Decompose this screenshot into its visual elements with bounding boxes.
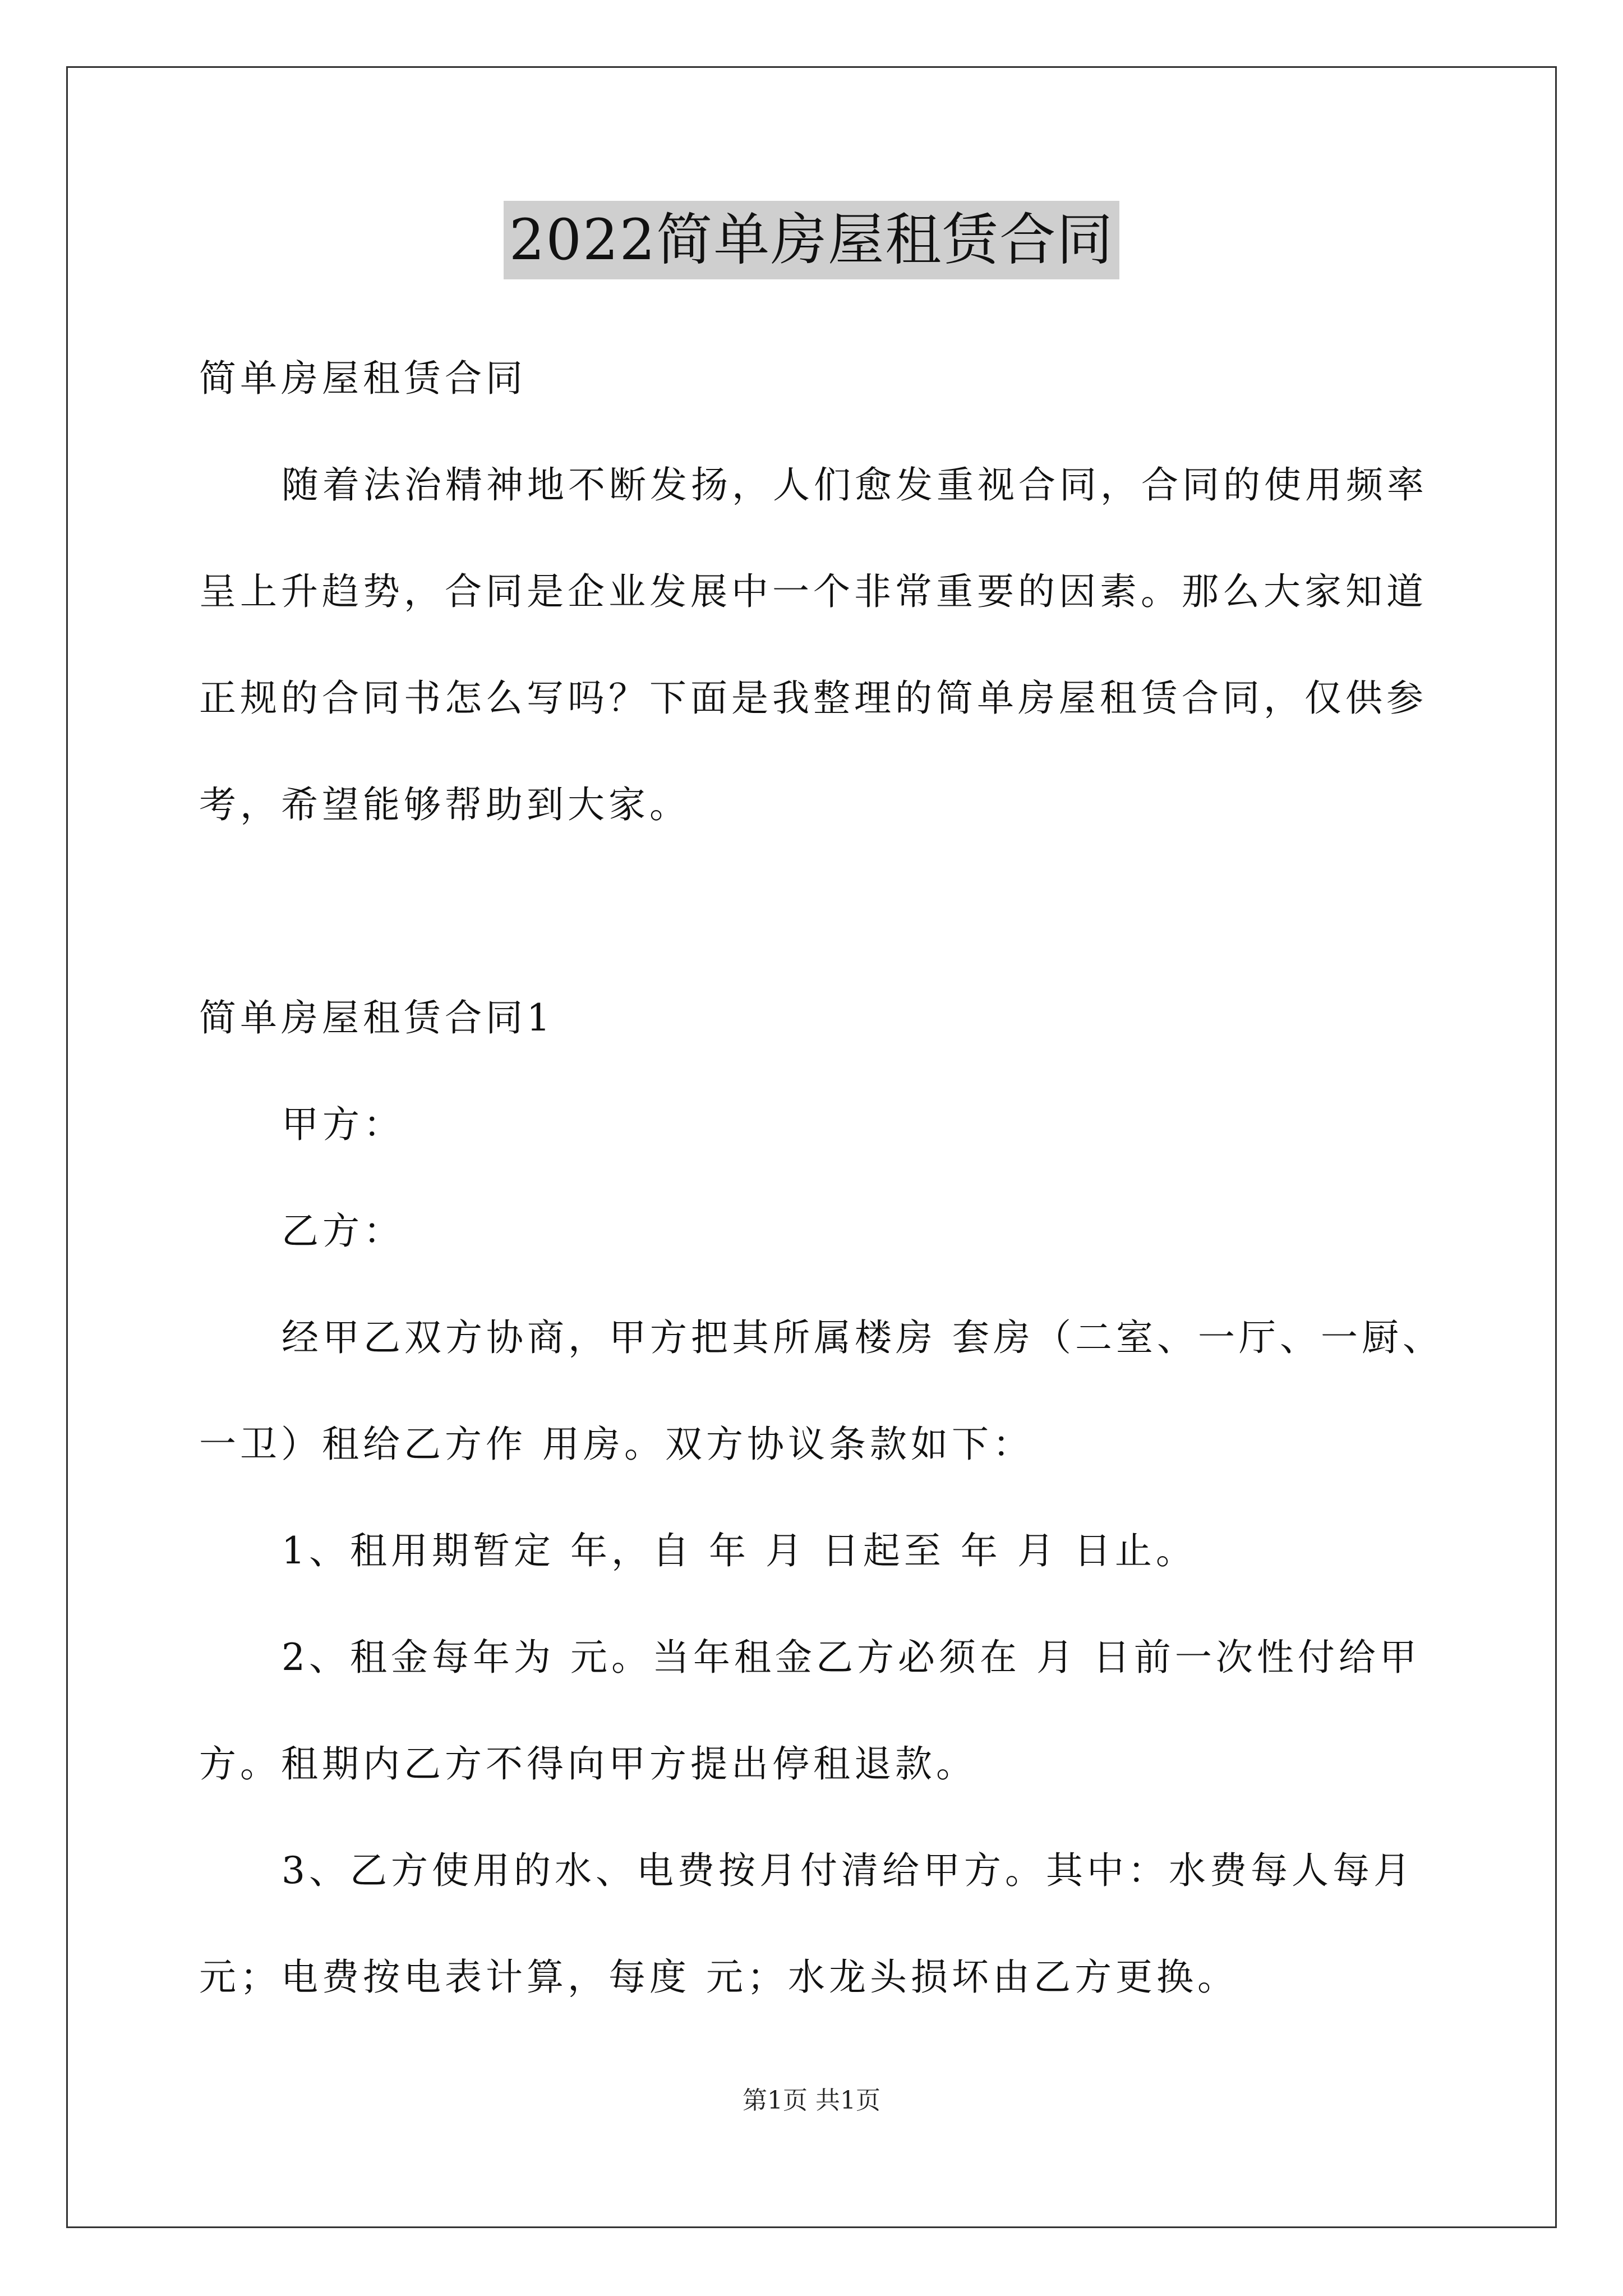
clause-3-continued: 元；电费按电表计算，每度 元；水龙头损坏由乙方更换。 [199, 1955, 1238, 1999]
paragraph-line: 正规的合同书怎么写吗？下面是我整理的简单房屋租赁合同，仅供参 [199, 677, 1427, 720]
paragraph-line: 考，希望能够帮助到大家。 [199, 783, 690, 826]
party-a-label: 甲方： [282, 1103, 404, 1146]
section-heading-intro: 简单房屋租赁合同 [199, 357, 527, 400]
clause-2-continued: 方。租期内乙方不得向甲方提出停租退款。 [199, 1742, 977, 1786]
page-footer: 第1页 共1页 [743, 2086, 880, 2115]
paragraph-line: 经甲乙双方协商，甲方把其所属楼房 套房（二室、一厅、一厨、 [282, 1316, 1444, 1359]
paragraph-line: 一卫）租给乙方作 用房。双方协议条款如下： [199, 1423, 1034, 1466]
clause-2: 2、租金每年为 元。当年租金乙方必须在 月 日前一次性付给甲 [282, 1636, 1421, 1679]
party-b-label: 乙方： [282, 1209, 404, 1253]
title-container [0, 201, 1623, 279]
clause-3: 3、乙方使用的水、电费按月付清给甲方。其中：水费每人每月 [282, 1849, 1414, 1892]
section-heading-contract-1: 简单房屋租赁合同1 [199, 996, 554, 1039]
clause-1: 1、租用期暂定 年，自 年 月 日起至 年 月 日止。 [282, 1529, 1197, 1572]
paragraph-line: 呈上升趋势，合同是企业发展中一个非常重要的因素。那么大家知道 [199, 570, 1427, 613]
document-title: 2022简单房屋租赁合同 [504, 201, 1120, 279]
paragraph-line: 随着法治精神地不断发扬，人们愈发重视合同，合同的使用频率 [282, 463, 1428, 507]
